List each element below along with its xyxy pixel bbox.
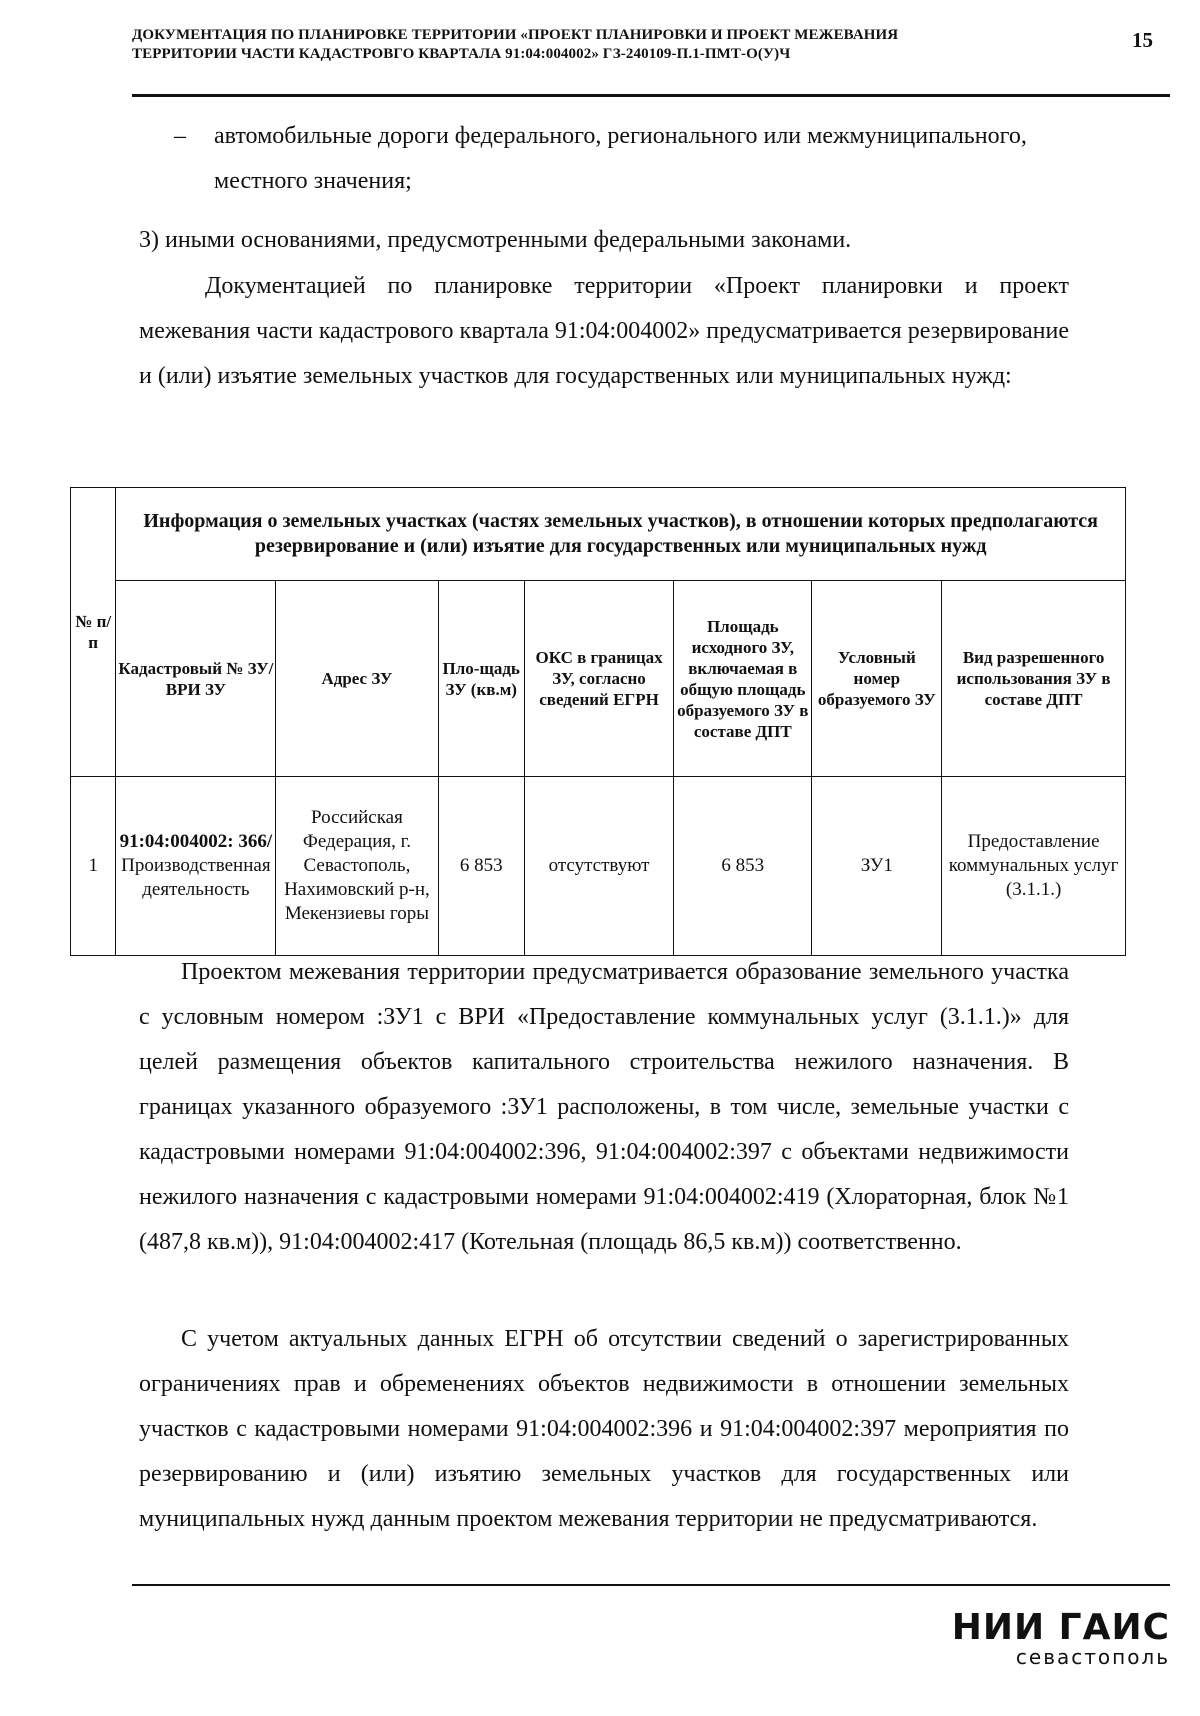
cell-use: Предоставление коммунальных услуг (3.1.1.) bbox=[942, 777, 1126, 956]
company-logo bbox=[900, 1607, 1170, 1669]
header-divider bbox=[132, 94, 1170, 97]
land-plots-table bbox=[70, 487, 1126, 956]
col-header-cond-num: Условный номер образуемого ЗУ bbox=[812, 581, 942, 777]
list-item-3: 3) иными основаниями, предусмотренными федеральными законами. bbox=[139, 227, 852, 253]
table-caption: Информация о земельных участках (частях земельных участков), в отношении которых предполагаются резервирование и (или) изъятие для государственных или муниципальных нужд bbox=[116, 488, 1126, 581]
col-header-source-area: Площадь исходного ЗУ, включаемая в общую площадь образуемого ЗУ в составе ДПТ bbox=[674, 581, 812, 777]
cell-num: 1 bbox=[71, 777, 116, 956]
header-line-2: ТЕРРИТОРИИ ЧАСТИ КАДАСТРОВГО КВАРТАЛА 91:04:004002» ГЗ-240109-П.1-ПМТ-О(У)Ч bbox=[132, 46, 791, 62]
table-row bbox=[71, 777, 1126, 956]
col-header-area: Пло-щадь ЗУ (кв.м) bbox=[438, 581, 524, 777]
cell-oks: отсутствуют bbox=[524, 777, 673, 956]
paragraph-formation: Проектом межевания территории предусматривается образование земельного участка с условным номером :ЗУ1 с ВРИ «Предоставление коммунальных услуг (3.1.1.)» для целей размещения объектов капитального строительства нежилого назначения. В границах указанного образуемого :ЗУ1 расположены, в том числе, земельные участки с кадастровыми номерами 91:04:004002:396, 91:04:004002:397 с объектами недвижимости нежилого назначения с кадастровыми номерами 91:04:004002:419 (Хлораторная, блок №1 (487,8 кв.м)), 91:04:004002:417 (Котельная (площадь 86,5 кв.м)) соответственно. bbox=[139, 959, 1069, 1255]
cadastral-number: 91:04:004002: 366/ bbox=[119, 831, 273, 852]
cell-area: 6 853 bbox=[438, 777, 524, 956]
cell-cadastral bbox=[116, 777, 276, 956]
cell-address: Российская Федерация, г. Севастополь, Нахимовский р-н, Мекензиевы горы bbox=[276, 777, 438, 956]
header-line-1: ДОКУМЕНТАЦИЯ ПО ПЛАНИРОВКЕ ТЕРРИТОРИИ «ПРОЕКТ ПЛАНИРОВКИ И ПРОЕКТ МЕЖЕВАНИЯ bbox=[132, 27, 899, 43]
paragraph-conclusion: С учетом актуальных данных ЕГРН об отсутствии сведений о зарегистрированных ограничениях прав и обременениях объектов недвижимости в отношении земельных участков с кадастровыми номерами 91:04:004002:396 и 91:04:004002:397 мероприятия по резервированию и (или) изъятию земельных участков для государственных или муниципальных нужд данным проектом межевания территории не предусматриваются. bbox=[139, 1326, 1069, 1532]
col-header-address: Адрес ЗУ bbox=[276, 581, 438, 777]
cell-source-area: 6 853 bbox=[674, 777, 812, 956]
col-header-num: № п/п bbox=[71, 488, 116, 777]
cell-cond-num: ЗУ1 bbox=[812, 777, 942, 956]
col-header-use: Вид разрешенного использования ЗУ в составе ДПТ bbox=[942, 581, 1126, 777]
bullet-dash: – bbox=[174, 123, 186, 149]
paragraph-intro: Документацией по планировке территории «Проект планировки и проект межевания части кадастрового квартала 91:04:004002» предусматривается резервирование и (или) изъятие земельных участков для государственных или муниципальных нужд: bbox=[139, 273, 1069, 389]
bullet-text: автомобильные дороги федерального, регионального или межмуниципального, местного значения; bbox=[214, 123, 1027, 194]
logo-name: НИИ ГАИС bbox=[951, 1607, 1170, 1648]
col-header-cadastral: Кадастровый № ЗУ/ВРИ ЗУ bbox=[116, 581, 276, 777]
cadastral-vri: Производственная деятельность bbox=[121, 855, 271, 900]
page-number: 15 bbox=[1132, 28, 1153, 52]
footer-divider bbox=[132, 1584, 1170, 1586]
col-header-oks: ОКС в границах ЗУ, согласно сведений ЕГРН bbox=[524, 581, 673, 777]
document-header bbox=[132, 26, 1072, 64]
logo-city: севастополь bbox=[1015, 1645, 1170, 1669]
